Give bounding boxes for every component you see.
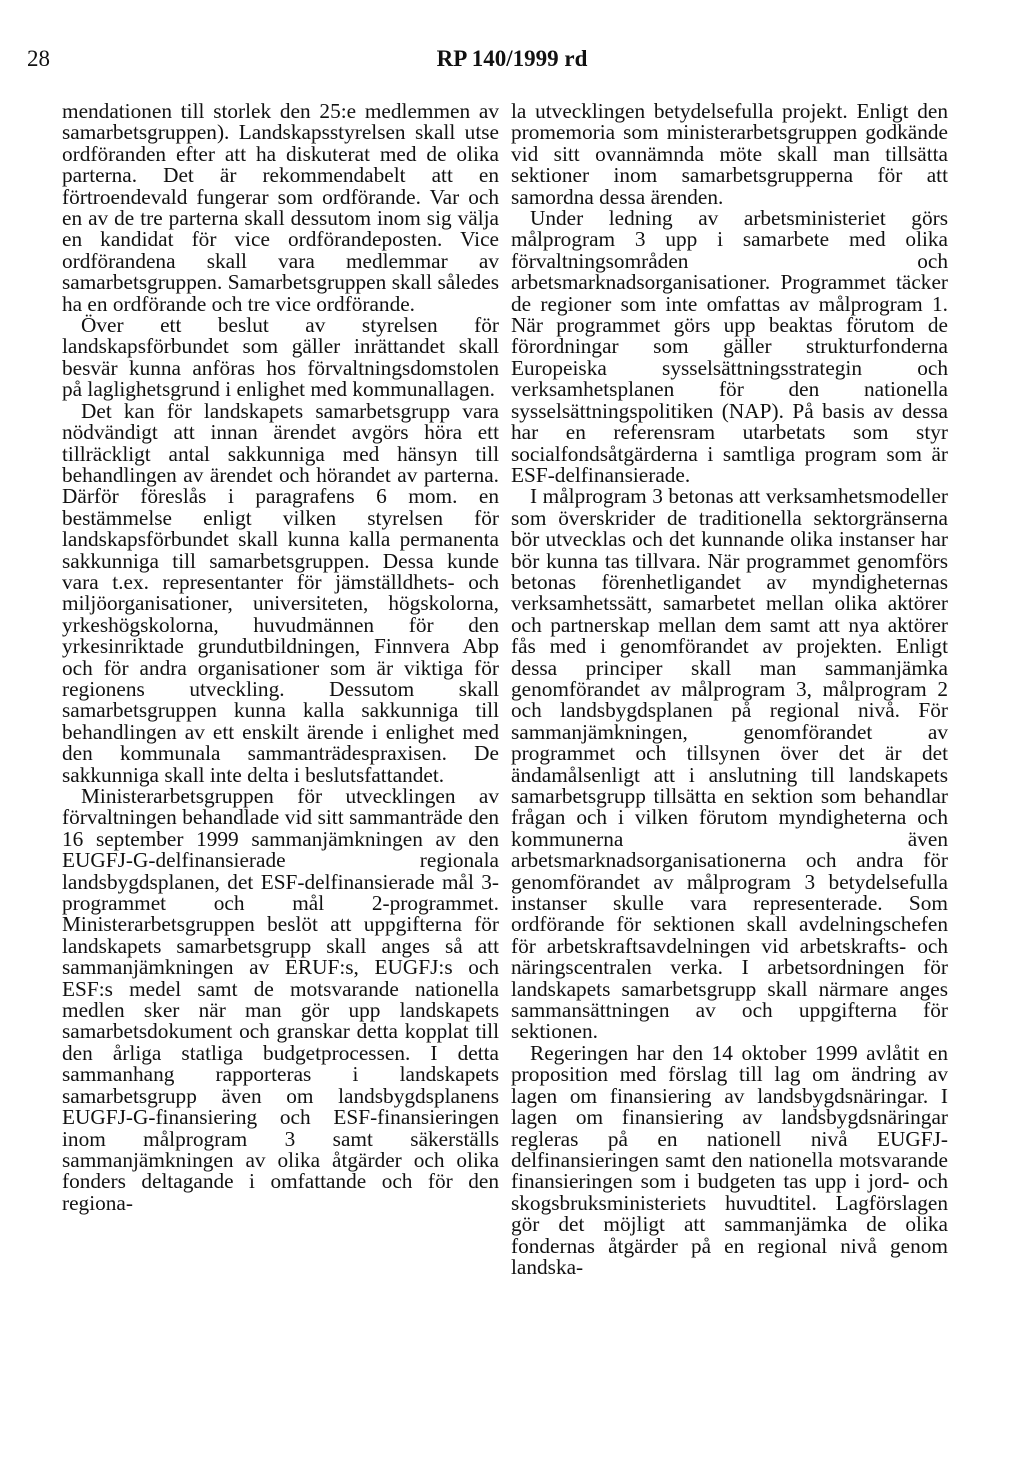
paragraph: Det kan för landskapets samarbetsgrupp vara nödvändigt att innan ärendet avgörs höra ett tillräckligt antal sakkunniga med hänsyn till behandlingen av ärendet och hörandet av parterna. Därför föreslås i paragrafens 6 mom. en bestämmelse enligt vilken styrelsen för landskapsförbundet skall kunna kalla permanenta sakkunniga till samarbetsgruppen. Dessa kunde vara t.ex. representanter för jämställdhets- och miljöorganisationer, universiteten, högskolorna, yrkeshögskolorna, huvudmännen för den yrkesinriktade grundutbildningen, Finnvera Abp och för andra organisationer som är viktiga för regionens utveckling. Dessutom skall samarbetsgruppen kunna kalla sakkunniga till behandlingen av ett enskilt ärende i enlighet med den kommunala sammanträdespraxisen. De sakkunniga skall inte delta i beslutsfattandet. [62,398,499,787]
paragraph: la utvecklingen betydelsefulla projekt. Enligt den promemoria som ministerarbetsgruppen godkände vid sitt ovannämnda möte skall man tillsätta sektioner inom samarbetsgrupperna för att samordna dessa ärenden. [511,99,948,209]
paragraph: Över ett beslut av styrelsen för landskapsförbundet som gäller inrättandet skall besvär kunna anföras hos förvaltningsdomstolen på laglighetsgrund i enlighet med kommunallagen. [62,313,499,402]
left-column [62,101,499,1214]
paragraph: Under ledning av arbetsministeriet görs målprogram 3 upp i samarbete med olika förvaltningsområden och arbetsmarknadsorganisationer. Programmet täcker de regioner som inte omfattas av målprogram 1. När programmet görs upp beaktas förutom de förordningar som gäller strukturfonderna Europeiska sysselsättningsstrategin och verksamhetsplanen för den nationella sysselsättningspolitiken (NAP). På basis av dessa har en referensram utarbetats som styr socialfondsåtgärderna i samtliga program som är ESF-delfinansierade. [511,206,948,487]
paragraph: I målprogram 3 betonas att verksamhetsmodeller som överskrider de traditionella sektorgränserna bör utvecklas och det kunnande olika instanser har bör kunna tas tillvara. När programmet genomförs betonas förenhetligandet av myndigheternas verksamhetssätt, samarbetet mellan olika aktörer och partnerskap mellan dem samt att nya aktörer fås med i genomförandet av projekten. Enligt dessa principer skall man sammanjämka genomförandet av målprogram 3, målprogram 2 och landsbygdsplanen på regional nivå. För sammanjämkningen, genomförandet av programmet och tillsynen över det är det ändamålsenligt att i anslutning till landskapets samarbetsgrupp tillsätta en sektion som behandlar frågan och i vilken förutom myndigheterna och kommunerna även arbetsmarknadsorganisationerna och andra för genomförandet av målprogram 3 betydelsefulla instanser skulle vara representerade. Som ordförande för sektionen skall avdelningschefen för arbetskraftsavdelningen vid arbetskrafts- och näringscentralen verka. I arbetsordningen för landskapets samarbetsgrupp skall närmare anges sammansättningen av och uppgifterna för sektionen. [511,484,948,1044]
running-title: RP 140/1999 rd [436,46,588,71]
page-number: 28 [27,46,50,71]
paragraph: mendationen till storlek den 25:e medlemmen av samarbetsgruppen). Landskapsstyrelsen skall utse ordföranden efter att ha diskuterat med de olika parterna. Det är rekommendabelt att en förtroendevald fungerar som ordförande. Var och en av de tre parterna skall dessutom inom sig välja en kandidat för vice ordförandeposten. Vice ordförandena skall vara medlemmar av samarbetsgruppen. Samarbetsgruppen skall således ha en ordförande och tre vice ordförande. [62,99,499,316]
right-column [511,101,948,1278]
paragraph: Ministerarbetsgruppen för utvecklingen av förvaltningen behandlade vid sitt sammanträde den 16 september 1999 sammanjämkningen av den EUGFJ-G-delfinansierade regionala landsbygdsplanen, det ESF-delfinansierade mål 3-programmet och mål 2-programmet. Ministerarbetsgruppen beslöt att uppgifterna för landskapets samarbetsgrupp skall anges så att sammanjämkningen av ERUF:s, EUGFJ:s och ESF:s medel samt de motsvarande nationella medlen sker när man gör upp landskapets samarbetsdokument och granskar detta kopplat till den årliga statliga budgetprocessen. I detta sammanhang rapporteras i landskapets samarbetsgrupp även om landsbygdsplanens EUGFJ-G-finansiering och ESF-finansieringen inom målprogram 3 samt säkerställs sammanjämkningen av olika åtgärder och olika fonders deltagande i omfattande och för den regiona- [62,784,499,1215]
paragraph: Regeringen har den 14 oktober 1999 avlåtit en proposition med förslag till lag om ändring av lagen om finansiering av landsbygdsnäringar. I lagen om finansiering av landsbygdsnäringar regleras på en nationell nivå EUGFJ-delfinansieringen samt den nationella motsvarande finansieringen som i budgeten tas upp i jord- och skogsbruksministeriets huvudtitel. Lagförslagen gör det möjligt att sammanjämka de olika fondernas åtgärder på en regional nivå genom landska- [511,1040,948,1279]
